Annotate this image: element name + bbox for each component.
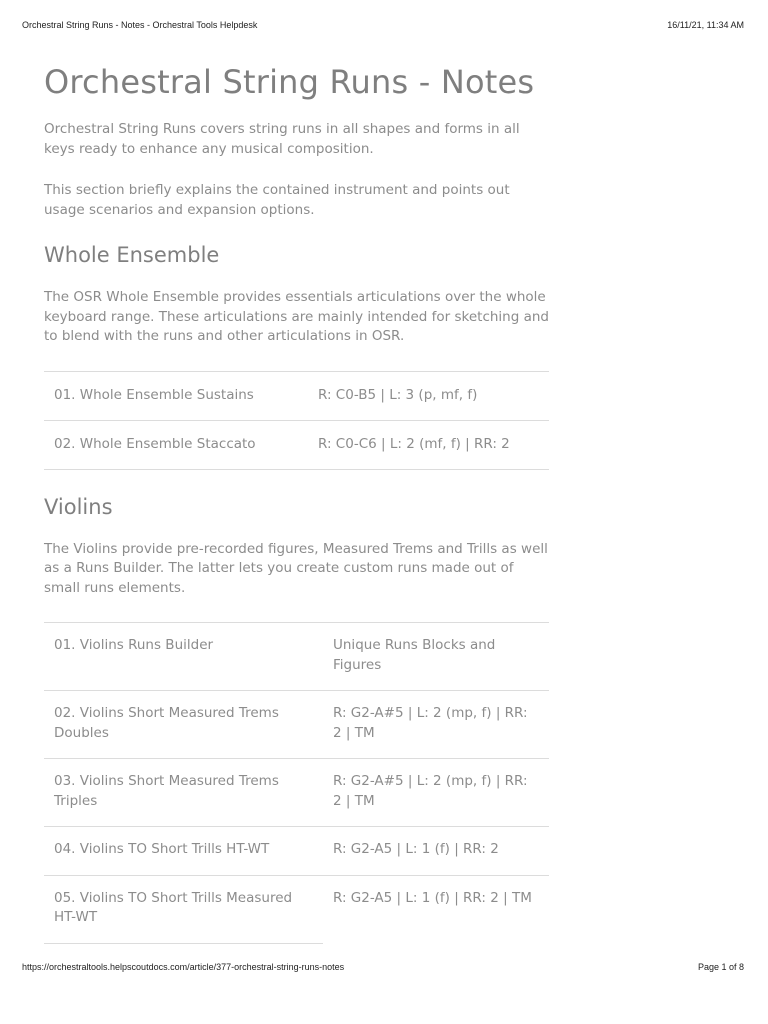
patch-spec: R: G2-A5 | L: 1 (f) | RR: 2 | TM [323,875,549,943]
print-page-title: Orchestral String Runs - Notes - Orchestral Tools Helpdesk [22,20,258,30]
patch-name: 01. Violins Runs Builder [44,623,323,691]
patch-spec: R: G2-A#5 | L: 2 (mp, f) | RR: 2 | TM [323,759,549,827]
whole-ensemble-table [44,371,549,470]
patch-spec: R: G2-A5 | L: 1 (f) | RR: 2 [323,827,549,876]
table-row [44,875,549,943]
violins-table [44,622,549,944]
patch-spec: R: C0-C6 | L: 2 (mf, f) | RR: 2 [308,420,549,469]
table-row [44,371,549,420]
article-content [44,60,549,944]
patch-name: 02. Violins Short Measured Trems Doubles [44,691,323,759]
article-title: Orchestral String Runs - Notes [44,63,535,101]
patch-name: 04. Violins TO Short Trills HT-WT [44,827,323,876]
patch-spec: R: G2-A#5 | L: 2 (mp, f) | RR: 2 | TM [323,691,549,759]
print-page-number: Page 1 of 8 [697,962,744,972]
violins-description: The Violins provide pre-recorded figures, Measured Trems and Trills as well as a Runs Builder. The latter lets you create custom runs made out of small runs elements. [44,540,548,596]
print-footer [22,962,744,972]
intro-paragraph-1: Orchestral String Runs covers string runs in all shapes and forms in all keys ready to enhance any musical composition. [44,121,520,157]
patch-name: 01. Whole Ensemble Sustains [44,371,308,420]
table-row [44,759,549,827]
section-heading-whole-ensemble: Whole Ensemble [44,243,220,267]
whole-ensemble-description: The OSR Whole Ensemble provides essentials articulations over the whole keyboard range. These articulations are mainly intended for sketching and to blend with the runs and other articulations in OSR. [44,289,549,344]
print-url: https://orchestraltools.helpscoutdocs.com/article/377-orchestral-string-runs-notes [22,962,345,972]
section-heading-violins: Violins [44,494,113,519]
patch-spec: Unique Runs Blocks and Figures [323,623,549,691]
table-row [44,623,549,691]
intro-paragraph-2: This section briefly explains the contained instrument and points out usage scenarios and expansion options. [44,182,510,218]
print-datetime: 16/11/21, 11:34 AM [667,20,744,30]
patch-name: 05. Violins TO Short Trills Measured HT-WT [44,875,323,943]
table-row [44,827,549,876]
patch-name: 02. Whole Ensemble Staccato [44,420,308,469]
table-row [44,420,549,469]
print-header [22,20,744,30]
patch-name: 03. Violins Short Measured Trems Triples [44,759,323,827]
table-row [44,691,549,759]
patch-spec: R: C0-B5 | L: 3 (p, mf, f) [308,371,549,420]
